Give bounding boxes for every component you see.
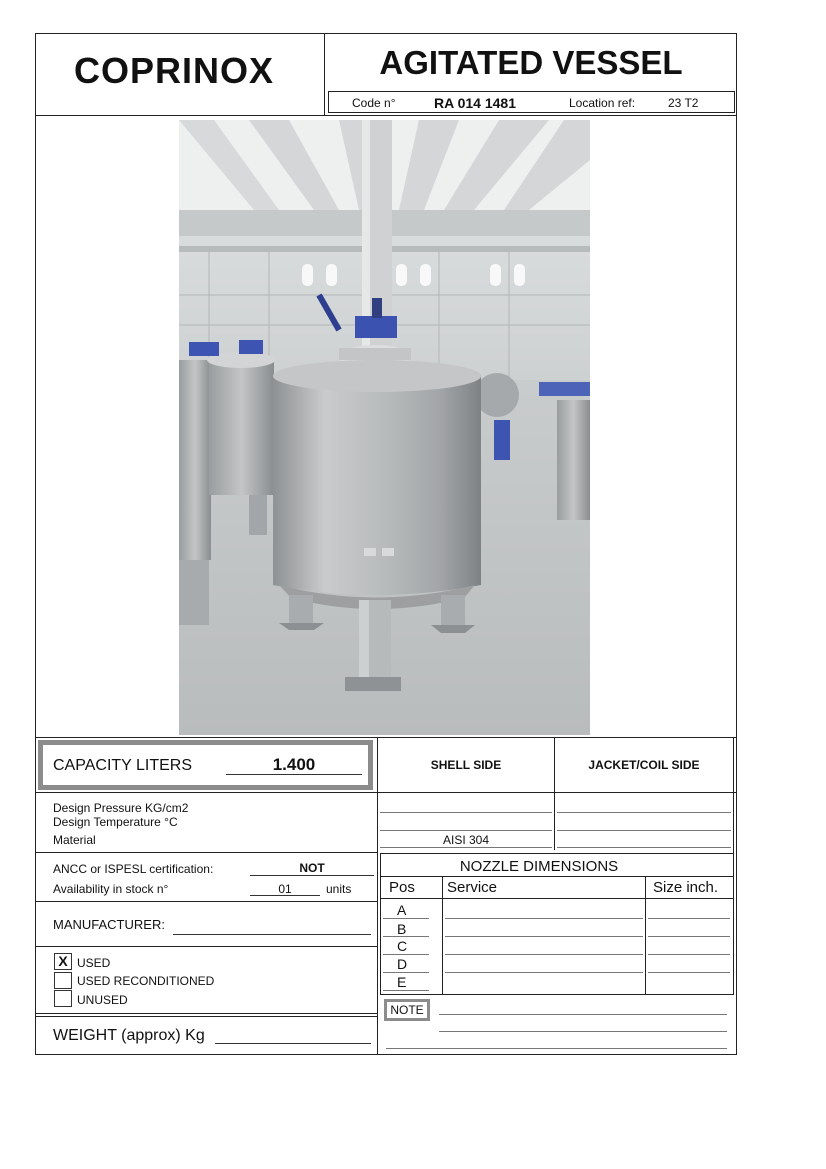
- jacket-pressure-line: [557, 812, 731, 813]
- capacity-underline: [226, 774, 362, 775]
- manufacturer-underline: [173, 934, 371, 935]
- nozzle-pos-e: E: [397, 974, 407, 990]
- note-line-2: [439, 1031, 727, 1032]
- vessel-photo: [179, 120, 590, 735]
- nozzle-size-line-b: [648, 936, 730, 937]
- nozzle-pos-c: C: [397, 938, 408, 954]
- nozzle-pos-d: D: [397, 956, 408, 972]
- nozzle-title: NOZZLE DIMENSIONS: [459, 858, 619, 875]
- left-section-divider-2: [35, 852, 377, 853]
- company-logo: COPRINOX: [74, 50, 275, 91]
- nozzle-pos-a: A: [397, 902, 407, 918]
- note-line-1: [439, 1014, 727, 1015]
- nozzle-service-line-a: [445, 918, 643, 919]
- left-section-divider-4: [35, 946, 377, 947]
- shell-pressure-line: [380, 812, 552, 813]
- design-pressure-label: Design Pressure KG/cm2: [53, 801, 189, 815]
- nozzle-service-line-d: [445, 972, 643, 973]
- material-label: Material: [53, 833, 96, 847]
- shell-side-header: SHELL SIDE: [430, 758, 502, 772]
- nozzle-col-divider-2: [645, 876, 646, 995]
- jacket-coil-side-header: JACKET/COIL SIDE: [588, 758, 700, 772]
- certification-underline: [250, 875, 374, 876]
- shell-temperature-line: [380, 830, 552, 831]
- code-value: RA 014 1481: [434, 95, 516, 111]
- left-section-divider-5: [35, 1013, 377, 1014]
- used-label: USED: [77, 956, 111, 970]
- weight-underline: [215, 1043, 371, 1044]
- shell-material-value: AISI 304: [442, 833, 490, 847]
- shell-material-line: [380, 847, 552, 848]
- headers-bottom-line: [377, 792, 737, 793]
- left-section-divider-3: [35, 901, 377, 902]
- capacity-value: 1.400: [272, 755, 316, 774]
- nozzle-header-line: [380, 898, 734, 899]
- shell-jacket-divider: [554, 737, 555, 850]
- used-checkbox[interactable]: X: [54, 953, 72, 970]
- nozzle-row-line-e: [383, 990, 429, 991]
- stock-label: Availability in stock n°: [53, 882, 169, 896]
- stock-value: 01: [278, 882, 292, 896]
- nozzle-header-pos: Pos: [389, 879, 415, 896]
- note-label: NOTE: [390, 1003, 424, 1017]
- certification-value: NOT: [299, 861, 325, 875]
- nozzle-size-line-a: [648, 918, 730, 919]
- used-reconditioned-checkbox[interactable]: [54, 972, 72, 989]
- capacity-label: CAPACITY LITERS: [53, 757, 192, 774]
- nozzle-row-line-d: [383, 972, 429, 973]
- nozzle-col-divider-1: [442, 876, 443, 995]
- weight-label: WEIGHT (approx) Kg: [53, 1027, 205, 1044]
- code-label: Code n°: [352, 96, 396, 110]
- right-block-left-border: [377, 737, 378, 1055]
- nozzle-header-service: Service: [447, 879, 498, 896]
- nozzle-service-line-c: [445, 954, 643, 955]
- nozzle-size-line-d: [648, 972, 730, 973]
- stock-underline: [250, 895, 320, 896]
- jacket-temperature-line: [557, 830, 731, 831]
- nozzle-row-line-b: [383, 936, 429, 937]
- jacket-material-line: [557, 847, 731, 848]
- unused-checkbox[interactable]: [54, 990, 72, 1007]
- nozzle-service-line-b: [445, 936, 643, 937]
- header-divider: [35, 115, 737, 116]
- document-title: AGITATED VESSEL: [379, 44, 683, 81]
- photo-bottom-divider: [35, 737, 737, 738]
- design-temperature-label: Design Temperature °C: [53, 815, 178, 829]
- location-value: 23 T2: [668, 96, 699, 110]
- used-reconditioned-label: USED RECONDITIONED: [77, 974, 215, 988]
- certification-label: ANCC or ISPESL certification:: [53, 862, 214, 876]
- nozzle-row-line-a: [383, 918, 429, 919]
- location-label: Location ref:: [569, 96, 636, 110]
- stock-unit: units: [326, 882, 352, 896]
- nozzle-pos-b: B: [397, 921, 407, 937]
- weight-inner-top: [35, 1016, 377, 1017]
- unused-label: UNUSED: [77, 993, 128, 1007]
- nozzle-title-line: [380, 876, 734, 877]
- manufacturer-label: MANUFACTURER:: [53, 917, 165, 932]
- left-section-divider-1: [35, 792, 377, 793]
- nozzle-row-line-c: [383, 954, 429, 955]
- nozzle-header-size: Size inch.: [653, 879, 719, 896]
- note-line-3: [386, 1048, 727, 1049]
- nozzle-size-line-c: [648, 954, 730, 955]
